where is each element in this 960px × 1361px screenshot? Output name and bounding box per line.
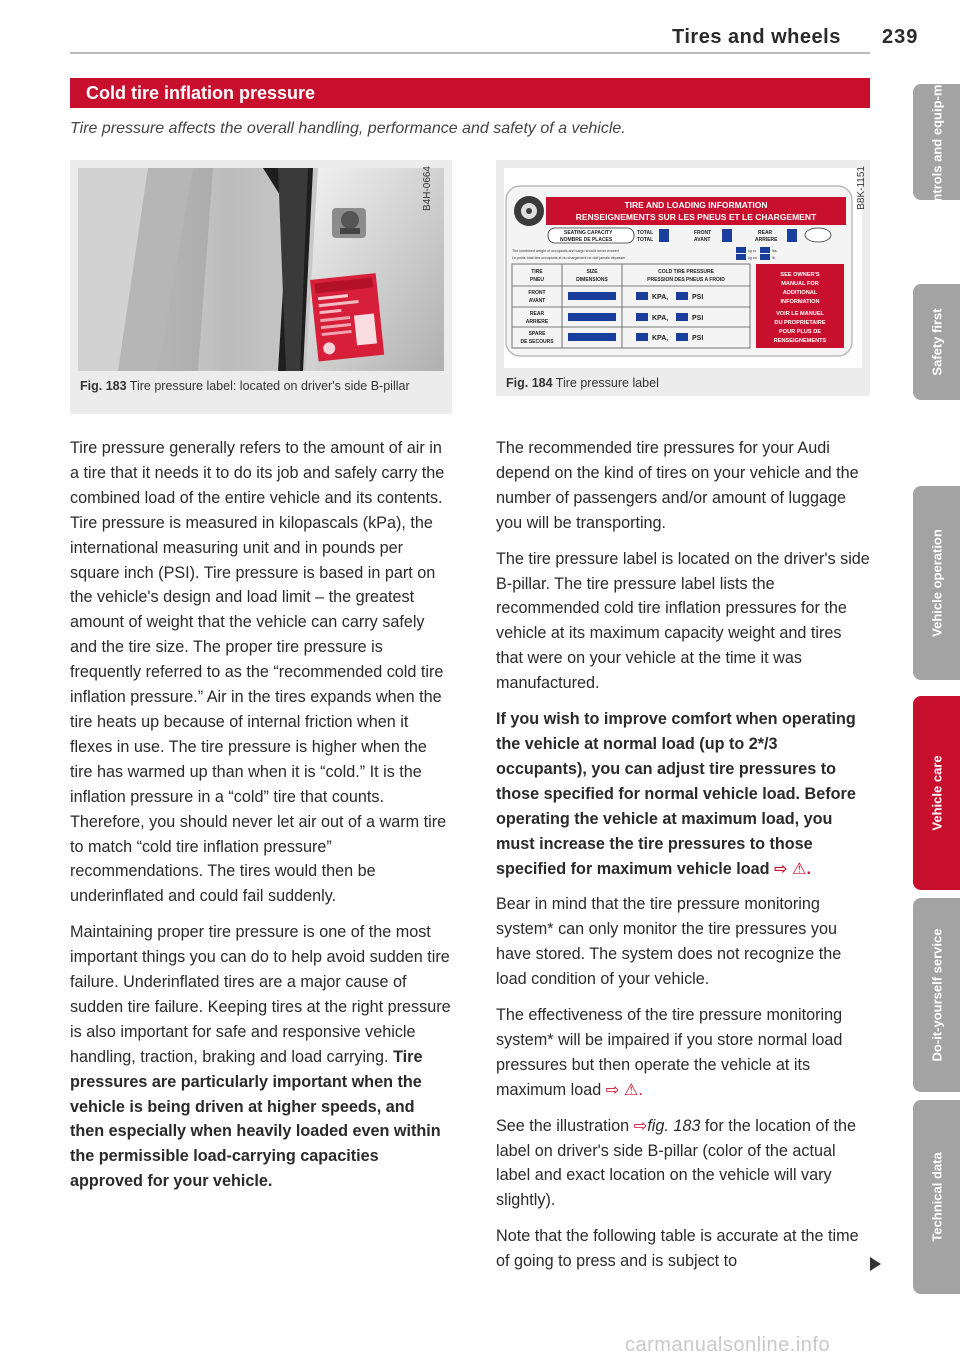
figure-184-caption bbox=[506, 374, 860, 393]
placard-row-spare-fr: DE SECOURS bbox=[520, 339, 554, 345]
tab-label: Safety first bbox=[929, 308, 944, 376]
placard-col-size-fr: DIMENSIONS bbox=[576, 277, 608, 283]
left-paragraph-2 bbox=[70, 920, 452, 1194]
section-title: Cold tire inflation pressure bbox=[70, 78, 870, 108]
placard-rear-fr: ARRIERE bbox=[755, 237, 778, 243]
left-paragraph-1: Tire pressure generally refers to the amount of air in a tire that it needs it to do its job and safely carry the combined load of the entire vehicle and its contents. Tire pressure is measured in kilopascals (kPa), the international measuring unit and in pounds per square inch (PSI). Tire pressure is based in part on the vehicle's design and load limit – the greatest amount of weight that the vehicle can carry safely and the tire size. The proper tire pressure is frequently referred to as the “recommended cold tire inflation pressure.” Air in the tires expands when the tire heats up because of internal friction when it flexes in use. The tire pressure is higher when the tire has warmed up than when it is “cold.” It is the inflation pressure in a “cold” tire that counts. Therefore, you should never let air out of a warm tire to match “cold tire inflation pressure” recommendations. The tires would then be underinflated and could fail suddenly. bbox=[70, 439, 447, 906]
placard-title-en: TIRE AND LOADING INFORMATION bbox=[624, 200, 768, 210]
placard-total-en: TOTAL bbox=[637, 230, 654, 236]
figure-184-label: Fig. 184 bbox=[506, 376, 553, 390]
figure-184-caption-text: Tire pressure label bbox=[555, 376, 659, 390]
right-paragraph-1: The recommended tire pressures for your Audi depend on the kind of tires on your vehicle and the number of passengers and/or amount of luggage you will be transporting. bbox=[496, 439, 859, 532]
placard-col-cold-fr: PRESSION DES PNEUS A FROID bbox=[647, 277, 725, 283]
placard-row-spare-psi: PSI bbox=[692, 335, 704, 342]
right-paragraph-3 bbox=[496, 707, 870, 881]
right-paragraph-5-text: The effectiveness of the tire pressure monitoring system* will be impaired if you store normal load pressures but then operate the vehicle at its maximum load bbox=[496, 1006, 843, 1099]
running-header-section: Tires and wheels bbox=[672, 26, 841, 48]
placard-side-en-3: ADDITIONAL bbox=[782, 290, 818, 296]
placard-row-spare-en: SPARE bbox=[528, 331, 546, 337]
figure-183-caption bbox=[80, 377, 442, 396]
right-paragraph-6 bbox=[496, 1114, 870, 1214]
placard-col-tire-en: TIRE bbox=[531, 269, 543, 275]
figure-184-code: B8K-1151 bbox=[856, 166, 867, 210]
placard-side-en-4: INFORMATION bbox=[780, 299, 820, 305]
placard-seating-en: SEATING CAPACITY bbox=[564, 230, 613, 236]
placard-side-fr-3: POUR PLUS DE bbox=[779, 329, 821, 335]
continue-arrow-icon bbox=[870, 1257, 881, 1271]
tab-controls-and-equipment[interactable] bbox=[913, 65, 960, 219]
placard-side-en-2: MANUAL FOR bbox=[781, 281, 819, 287]
placard-row-front-kpa: KPA, bbox=[652, 294, 669, 301]
watermark: carmanualsonline.info bbox=[625, 1334, 831, 1356]
left-paragraph-2-emphasis: Tire pressures are particularly important when the vehicle is being driven at higher speeds, and then especially when heavily loaded even within the permissible load-carrying capacities approved for your vehicle. bbox=[70, 1047, 441, 1191]
fig-arrow-icon: ⇨ bbox=[633, 1116, 648, 1135]
placard-col-size-en: SIZE bbox=[586, 269, 598, 275]
placard-seating-fr: NOMBRE DE PLACES bbox=[560, 237, 613, 243]
tab-vehicle-care[interactable] bbox=[913, 696, 960, 890]
left-column bbox=[70, 436, 452, 1205]
tab-label: Controls and equip-ment bbox=[929, 65, 944, 219]
placard-combined-en: The combined weight of occupants and cargo should never exceed bbox=[512, 249, 619, 253]
placard-lbs-fr: lb. bbox=[772, 256, 776, 260]
tab-label: Do-it-yourself service bbox=[929, 928, 944, 1062]
placard-total-fr: TOTAL bbox=[637, 237, 654, 243]
right-paragraph-4: Bear in mind that the tire pressure monitoring system* can only monitor the tire pressures you have stored. The system does not recognize the load condition of your vehicle. bbox=[496, 895, 842, 989]
tab-do-it-yourself-service[interactable] bbox=[913, 898, 960, 1092]
placard-col-cold-en: COLD TIRE PRESSURE bbox=[658, 269, 714, 275]
placard-kg-en: kg or bbox=[748, 249, 756, 253]
figure-183 bbox=[70, 160, 452, 414]
tire-placard-illustration bbox=[504, 168, 862, 368]
placard-row-spare-kpa: KPA, bbox=[652, 335, 669, 342]
tab-label: Vehicle care bbox=[929, 755, 944, 831]
placard-kg-fr: kg ou bbox=[748, 256, 757, 260]
placard-row-rear-psi: PSI bbox=[692, 315, 704, 322]
right-paragraph-6-start: See the illustration bbox=[496, 1116, 630, 1135]
header-divider bbox=[70, 52, 870, 54]
placard-row-rear-fr: ARRIERE bbox=[525, 319, 549, 325]
placard-side-fr-1: VOIR LE MANUEL bbox=[776, 311, 824, 317]
placard-row-front-psi: PSI bbox=[692, 294, 704, 301]
placard-side-fr-4: RENSEIGNEMENTS bbox=[773, 338, 827, 344]
figure-183-code: B4H-0664 bbox=[422, 166, 433, 212]
tab-safety-first[interactable] bbox=[913, 284, 960, 400]
placard-col-tire-fr: PNEU bbox=[530, 277, 544, 283]
placard-side-fr-2: DU PROPRIETAIRE bbox=[774, 320, 826, 326]
tab-technical-data[interactable] bbox=[913, 1100, 960, 1294]
figure-183-reference-link[interactable]: fig. 183 bbox=[647, 1116, 701, 1135]
b-pillar-photo bbox=[78, 168, 444, 371]
right-paragraph-7: Note that the following table is accurate at the time of going to press and is subject to bbox=[496, 1227, 859, 1271]
placard-front-fr: AVANT bbox=[694, 237, 711, 243]
right-paragraph-5 bbox=[496, 1003, 870, 1103]
placard-title-fr: RENSEIGNEMENTS SUR LES PNEUS ET LE CHARGEMENT bbox=[575, 212, 817, 222]
right-column bbox=[496, 436, 870, 1285]
page-number: 239 bbox=[882, 26, 919, 48]
placard-row-rear-en: REAR bbox=[529, 311, 545, 317]
warning-reference-link[interactable]: ⇨ ⚠. bbox=[773, 859, 812, 878]
placard-lbs-en: lbs. bbox=[772, 249, 778, 253]
figure-183-label: Fig. 183 bbox=[80, 379, 127, 393]
figure-184 bbox=[496, 160, 870, 396]
tab-label: Vehicle operation bbox=[929, 529, 944, 637]
left-paragraph-2-text: Maintaining proper tire pressure is one of the most important things you can do to help avoid sudden tire failure. Underinflated tires are a major cause of sudden tire failure. Keeping tires at the right pressure is also important for safe and responsive vehicle handling, traction, braking and load carrying. bbox=[70, 923, 451, 1066]
right-paragraph-2: The tire pressure label is located on the driver's side B-pillar. The tire pressure label lists the recommended cold tire inflation pressures for the vehicle at its maximum capacity weight and tires that were on your vehicle at the time it was manufactured. bbox=[496, 549, 870, 693]
intro-text: Tire pressure affects the overall handling, performance and safety of a vehicle. bbox=[70, 120, 626, 137]
warning-reference-link-2[interactable]: ⇨ ⚠. bbox=[605, 1080, 643, 1099]
placard-combined-fr: Le poids total des occupants et du chargement ne doit jamais dépasser bbox=[512, 256, 626, 260]
placard-row-rear-kpa: KPA, bbox=[652, 315, 669, 322]
placard-front-en: FRONT bbox=[694, 230, 712, 236]
placard-rear-en: REAR bbox=[758, 230, 773, 236]
tab-vehicle-operation[interactable] bbox=[913, 486, 960, 680]
tab-label: Technical data bbox=[929, 1152, 944, 1242]
placard-side-en-1: SEE OWNER'S bbox=[780, 272, 820, 278]
placard-row-front-en: FRONT bbox=[528, 290, 546, 296]
right-paragraph-6-end: for the location of the label on driver's side B-pillar (color of the actual label and exact location on the vehicle will vary slightly). bbox=[496, 1116, 857, 1210]
placard-row-front-fr: AVANT bbox=[528, 298, 546, 304]
right-paragraph-3-text: If you wish to improve comfort when operating the vehicle at normal load (up to 2*/3 occupants), you can adjust tire pressures to those specified for normal vehicle load. Before operating the vehicle at maximum load, you must increase the tire pressures to those specified for maximum vehicle load bbox=[496, 710, 856, 878]
figure-183-caption-text: Tire pressure label: located on driver's side B-pillar bbox=[129, 379, 410, 393]
